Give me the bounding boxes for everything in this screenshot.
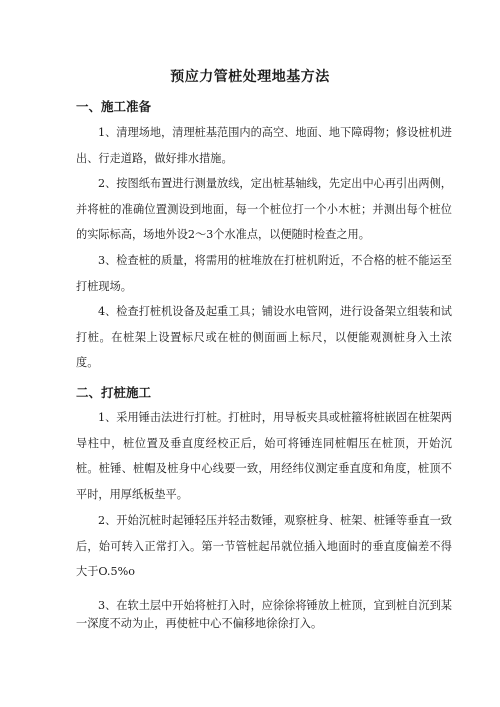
paragraph: 2、开始沉桩时起锤轻压并轻击数锤，观察桩身、桩架、桩锤等垂直一致后，始可转入正常打入。第一节管桩起吊就位插入地面时的垂直度偏差不得大于O.5%o: [76, 514, 452, 578]
section-heading-piling: 二、打桩施工: [76, 385, 152, 400]
paragraph: 4、检查打桩机设备及起重工具；铺设水电管网，进行设备架立组装和试打桩。在桩架上设置标尺或在桩的侧面画上标尺，以便能观测桩身入土浓度。: [76, 305, 452, 369]
page-title: 预应力管桩处理地基方法: [170, 69, 330, 85]
paragraph: 3、在软土层中开始将桩打入时，应徐徐将锤放上桩顶，宜到桩自沉到某一深度不动为止，再使桩中心不偏移地徐徐打入。: [76, 599, 452, 630]
paragraph: 3、检查桩的质量，将需用的桩堆放在打桩机附近，不合格的桩不能运至打桩现场。: [76, 254, 452, 293]
paragraph: 1、采用锤击法进行打桩。打桩时，用导板夹具或桩箍将桩嵌固在桩架两导柱中，桩位置及垂直度经校正后，始可将锤连同桩帽压在桩顶，开始沉桩。桩锤、桩帽及桩身中心线要一致，用经纬仪测定垂直度和角度，桩顶不平时，用厚纸板垫平。: [76, 411, 452, 501]
section-heading-preparation: 一、施工准备: [76, 99, 152, 114]
paragraph: 2、按图纸布置进行测量放线，定出桩基轴线，先定出中心再引出两侧，并将桩的准确位置测设到地面，每一个桩位打一个小木桩；并测出每个桩位的实际标高，场地外设2～3个水准点，以便随时检查之用。: [76, 177, 452, 241]
paragraph: 1、清理场地，清理桩基范围内的高空、地面、地下障碍物；修设桩机进出、行走道路，做好排水措施。: [76, 126, 452, 165]
